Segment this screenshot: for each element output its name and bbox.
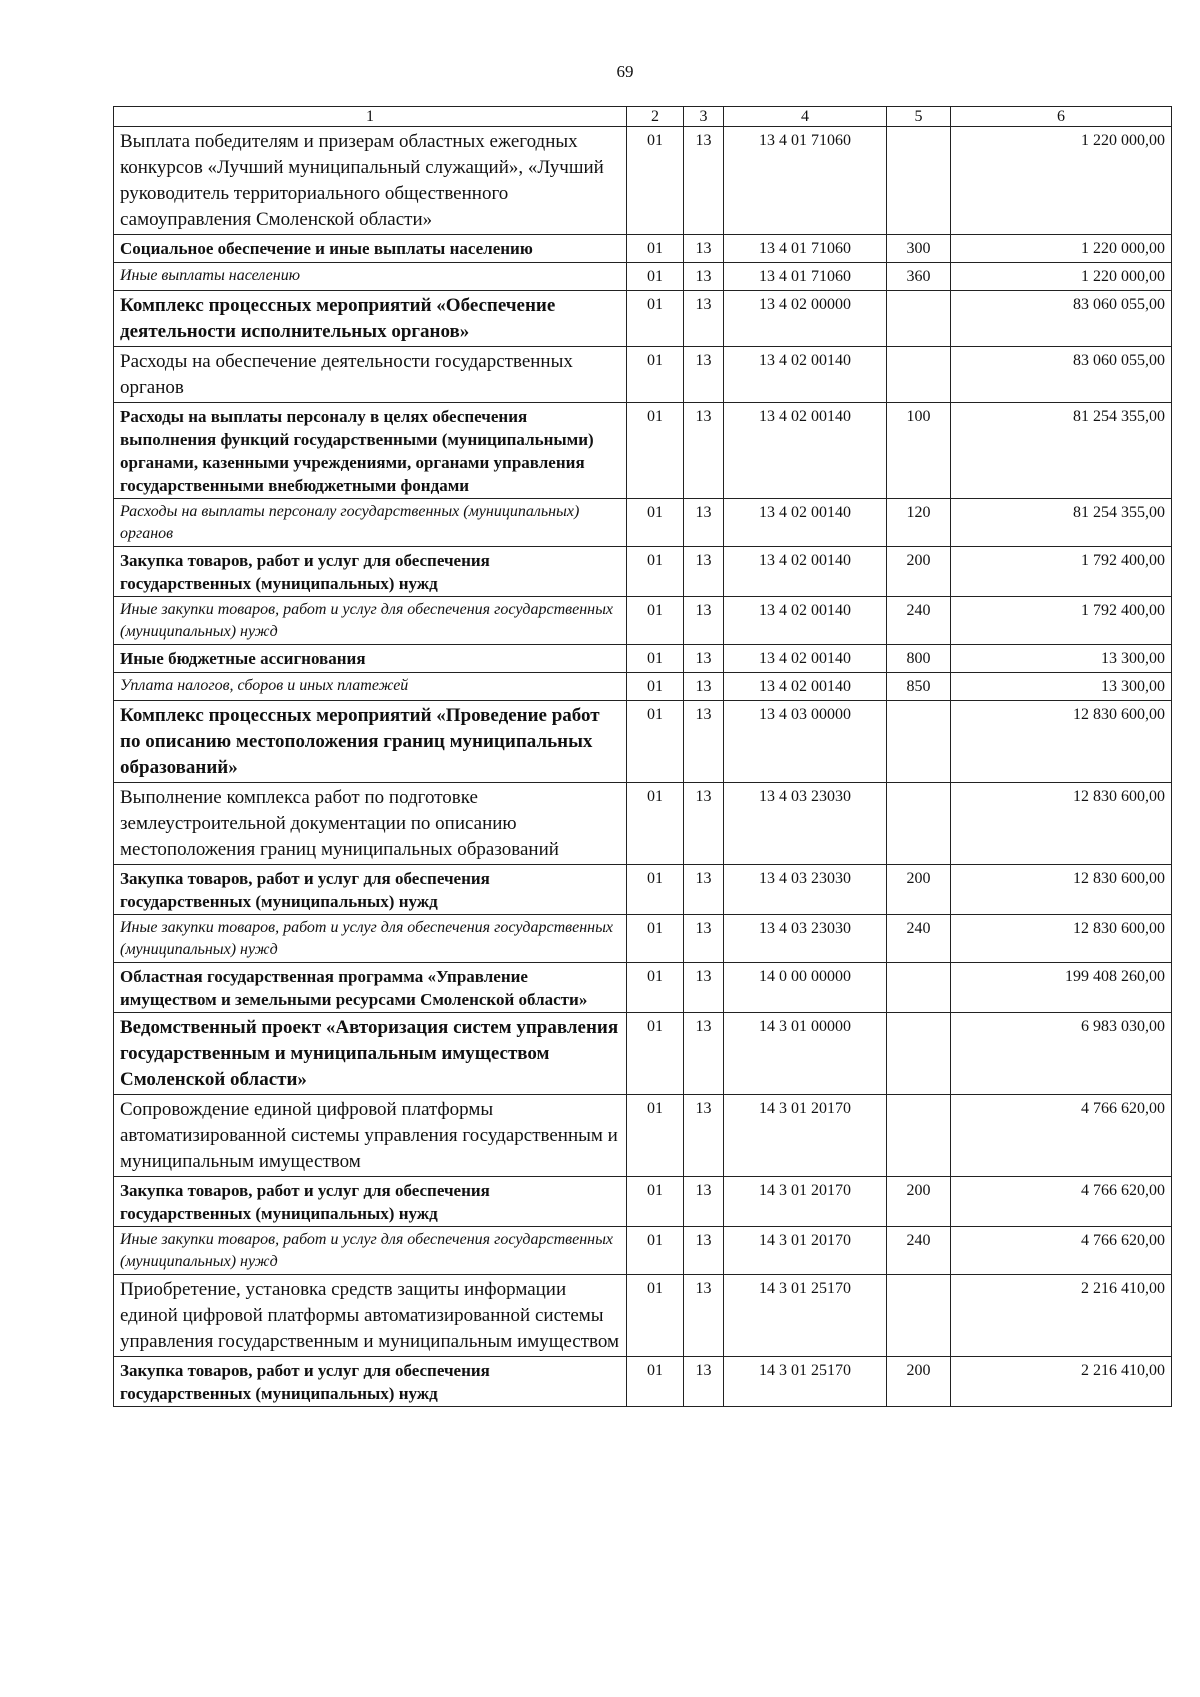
row-name: Расходы на выплаты персоналу в целях обеспечения выполнения функций государственными (муниципальными) органами, казенными учреждениями, органами управления государственными внебюджетными фондами [114,403,627,499]
table-row [114,499,1172,547]
row-amount: 1 220 000,00 [951,235,1172,263]
row-subsection: 13 [684,403,724,499]
row-name: Комплекс процессных мероприятий «Обеспечение деятельности исполнительных органов» [114,291,627,347]
row-section: 01 [627,547,684,597]
row-name: Выполнение комплекса работ по подготовке землеустроительной документации по описанию местоположения границ муниципальных образований [114,783,627,865]
row-section: 01 [627,963,684,1013]
row-target-article: 14 3 01 20170 [724,1227,887,1275]
row-subsection: 13 [684,673,724,701]
row-amount: 1 220 000,00 [951,127,1172,235]
row-name: Иные бюджетные ассигнования [114,645,627,673]
row-expense-type: 240 [887,597,951,645]
row-target-article: 14 3 01 25170 [724,1357,887,1407]
row-target-article: 13 4 02 00140 [724,673,887,701]
table-row [114,915,1172,963]
row-subsection: 13 [684,645,724,673]
row-target-article: 13 4 03 23030 [724,915,887,963]
row-name: Расходы на выплаты персоналу государственных (муниципальных) органов [114,499,627,547]
row-subsection: 13 [684,1227,724,1275]
row-subsection: 13 [684,347,724,403]
row-name: Выплата победителям и призерам областных ежегодных конкурсов «Лучший муниципальный служащий», «Лучший руководитель территориального общественного самоуправления Смоленской области» [114,127,627,235]
row-name: Сопровождение единой цифровой платформы автоматизированной системы управления государственным и муниципальным имуществом [114,1095,627,1177]
row-amount: 13 300,00 [951,645,1172,673]
row-subsection: 13 [684,1013,724,1095]
row-subsection: 13 [684,1177,724,1227]
budget-table [113,106,1172,1407]
row-target-article: 13 4 02 00140 [724,597,887,645]
row-section: 01 [627,915,684,963]
row-section: 01 [627,127,684,235]
table-row [114,597,1172,645]
row-expense-type: 200 [887,547,951,597]
row-subsection: 13 [684,915,724,963]
row-section: 01 [627,1095,684,1177]
row-name: Иные выплаты населению [114,263,627,291]
row-name: Иные закупки товаров, работ и услуг для обеспечения государственных (муниципальных) нужд [114,1227,627,1275]
row-name: Приобретение, установка средств защиты информации единой цифровой платформы автоматизированной системы управления государственным и муниципальным имуществом [114,1275,627,1357]
row-section: 01 [627,263,684,291]
row-amount: 2 216 410,00 [951,1275,1172,1357]
row-subsection: 13 [684,865,724,915]
row-name: Закупка товаров, работ и услуг для обеспечения государственных (муниципальных) нужд [114,865,627,915]
table-row [114,963,1172,1013]
row-amount: 4 766 620,00 [951,1227,1172,1275]
row-amount: 12 830 600,00 [951,865,1172,915]
row-target-article: 13 4 01 71060 [724,127,887,235]
table-header-row [114,107,1172,127]
row-amount: 83 060 055,00 [951,291,1172,347]
table-row [114,701,1172,783]
row-section: 01 [627,1357,684,1407]
row-subsection: 13 [684,263,724,291]
row-subsection: 13 [684,291,724,347]
row-target-article: 13 4 02 00140 [724,347,887,403]
column-header-target-article: 4 [724,107,887,127]
row-target-article: 13 4 02 00000 [724,291,887,347]
row-subsection: 13 [684,547,724,597]
row-section: 01 [627,673,684,701]
row-section: 01 [627,701,684,783]
row-name: Уплата налогов, сборов и иных платежей [114,673,627,701]
row-target-article: 13 4 02 00140 [724,547,887,597]
row-name: Областная государственная программа «Управление имуществом и земельными ресурсами Смоленской области» [114,963,627,1013]
row-expense-type: 120 [887,499,951,547]
row-subsection: 13 [684,783,724,865]
table-row [114,263,1172,291]
row-section: 01 [627,291,684,347]
row-expense-type [887,291,951,347]
column-header-section: 2 [627,107,684,127]
row-amount: 83 060 055,00 [951,347,1172,403]
row-expense-type: 850 [887,673,951,701]
row-amount: 12 830 600,00 [951,701,1172,783]
row-name: Иные закупки товаров, работ и услуг для обеспечения государственных (муниципальных) нужд [114,915,627,963]
row-amount: 2 216 410,00 [951,1357,1172,1407]
table-row [114,347,1172,403]
row-section: 01 [627,865,684,915]
row-section: 01 [627,403,684,499]
row-section: 01 [627,1227,684,1275]
row-subsection: 13 [684,235,724,263]
row-subsection: 13 [684,701,724,783]
row-subsection: 13 [684,1357,724,1407]
row-expense-type: 200 [887,1357,951,1407]
row-subsection: 13 [684,597,724,645]
row-target-article: 14 3 01 25170 [724,1275,887,1357]
row-section: 01 [627,499,684,547]
row-subsection: 13 [684,499,724,547]
row-expense-type: 240 [887,1227,951,1275]
row-name: Закупка товаров, работ и услуг для обеспечения государственных (муниципальных) нужд [114,1177,627,1227]
row-subsection: 13 [684,963,724,1013]
row-name: Иные закупки товаров, работ и услуг для обеспечения государственных (муниципальных) нужд [114,597,627,645]
row-expense-type [887,1275,951,1357]
row-expense-type: 300 [887,235,951,263]
row-expense-type [887,347,951,403]
table-row [114,291,1172,347]
row-expense-type: 240 [887,915,951,963]
row-target-article: 13 4 01 71060 [724,235,887,263]
row-amount: 4 766 620,00 [951,1177,1172,1227]
table-row [114,1357,1172,1407]
row-amount: 1 220 000,00 [951,263,1172,291]
page-number: 69 [616,62,634,81]
row-expense-type: 800 [887,645,951,673]
table-row [114,547,1172,597]
row-target-article: 13 4 02 00140 [724,403,887,499]
row-section: 01 [627,347,684,403]
table-row [114,1275,1172,1357]
row-expense-type [887,127,951,235]
table-row [114,127,1172,235]
row-section: 01 [627,1177,684,1227]
row-name: Закупка товаров, работ и услуг для обеспечения государственных (муниципальных) нужд [114,1357,627,1407]
row-section: 01 [627,1275,684,1357]
row-expense-type [887,783,951,865]
row-amount: 81 254 355,00 [951,403,1172,499]
table-row [114,403,1172,499]
row-expense-type [887,1013,951,1095]
row-subsection: 13 [684,127,724,235]
row-target-article: 13 4 01 71060 [724,263,887,291]
row-section: 01 [627,645,684,673]
row-name: Социальное обеспечение и иные выплаты населению [114,235,627,263]
row-expense-type: 200 [887,865,951,915]
column-header-expense-type: 5 [887,107,951,127]
row-name: Закупка товаров, работ и услуг для обеспечения государственных (муниципальных) нужд [114,547,627,597]
table-row [114,673,1172,701]
row-amount: 4 766 620,00 [951,1095,1172,1177]
row-target-article: 13 4 03 00000 [724,701,887,783]
column-header-amount: 6 [951,107,1172,127]
row-expense-type [887,1095,951,1177]
row-amount: 13 300,00 [951,673,1172,701]
table-row [114,865,1172,915]
row-expense-type: 100 [887,403,951,499]
row-section: 01 [627,783,684,865]
row-amount: 199 408 260,00 [951,963,1172,1013]
row-target-article: 13 4 03 23030 [724,783,887,865]
table-row [114,1227,1172,1275]
row-target-article: 13 4 02 00140 [724,499,887,547]
row-target-article: 13 4 02 00140 [724,645,887,673]
column-header-name: 1 [114,107,627,127]
row-name: Расходы на обеспечение деятельности государственных органов [114,347,627,403]
row-name: Комплекс процессных мероприятий «Проведение работ по описанию местоположения границ муниципальных образований» [114,701,627,783]
row-subsection: 13 [684,1095,724,1177]
row-amount: 81 254 355,00 [951,499,1172,547]
row-amount: 1 792 400,00 [951,547,1172,597]
row-amount: 12 830 600,00 [951,783,1172,865]
row-section: 01 [627,235,684,263]
row-expense-type: 200 [887,1177,951,1227]
table-row [114,1177,1172,1227]
column-header-subsection: 3 [684,107,724,127]
table-row [114,645,1172,673]
row-amount: 6 983 030,00 [951,1013,1172,1095]
row-expense-type [887,701,951,783]
table-row [114,1013,1172,1095]
row-target-article: 14 3 01 20170 [724,1095,887,1177]
table-row [114,235,1172,263]
row-amount: 1 792 400,00 [951,597,1172,645]
table-row [114,1095,1172,1177]
row-subsection: 13 [684,1275,724,1357]
row-expense-type: 360 [887,263,951,291]
row-target-article: 14 3 01 00000 [724,1013,887,1095]
table-row [114,783,1172,865]
row-target-article: 13 4 03 23030 [724,865,887,915]
table-body [114,127,1172,1407]
row-section: 01 [627,597,684,645]
row-target-article: 14 0 00 00000 [724,963,887,1013]
row-amount: 12 830 600,00 [951,915,1172,963]
row-target-article: 14 3 01 20170 [724,1177,887,1227]
row-expense-type [887,963,951,1013]
row-name: Ведомственный проект «Авторизация систем управления государственным и муниципальным имуществом Смоленской области» [114,1013,627,1095]
row-section: 01 [627,1013,684,1095]
